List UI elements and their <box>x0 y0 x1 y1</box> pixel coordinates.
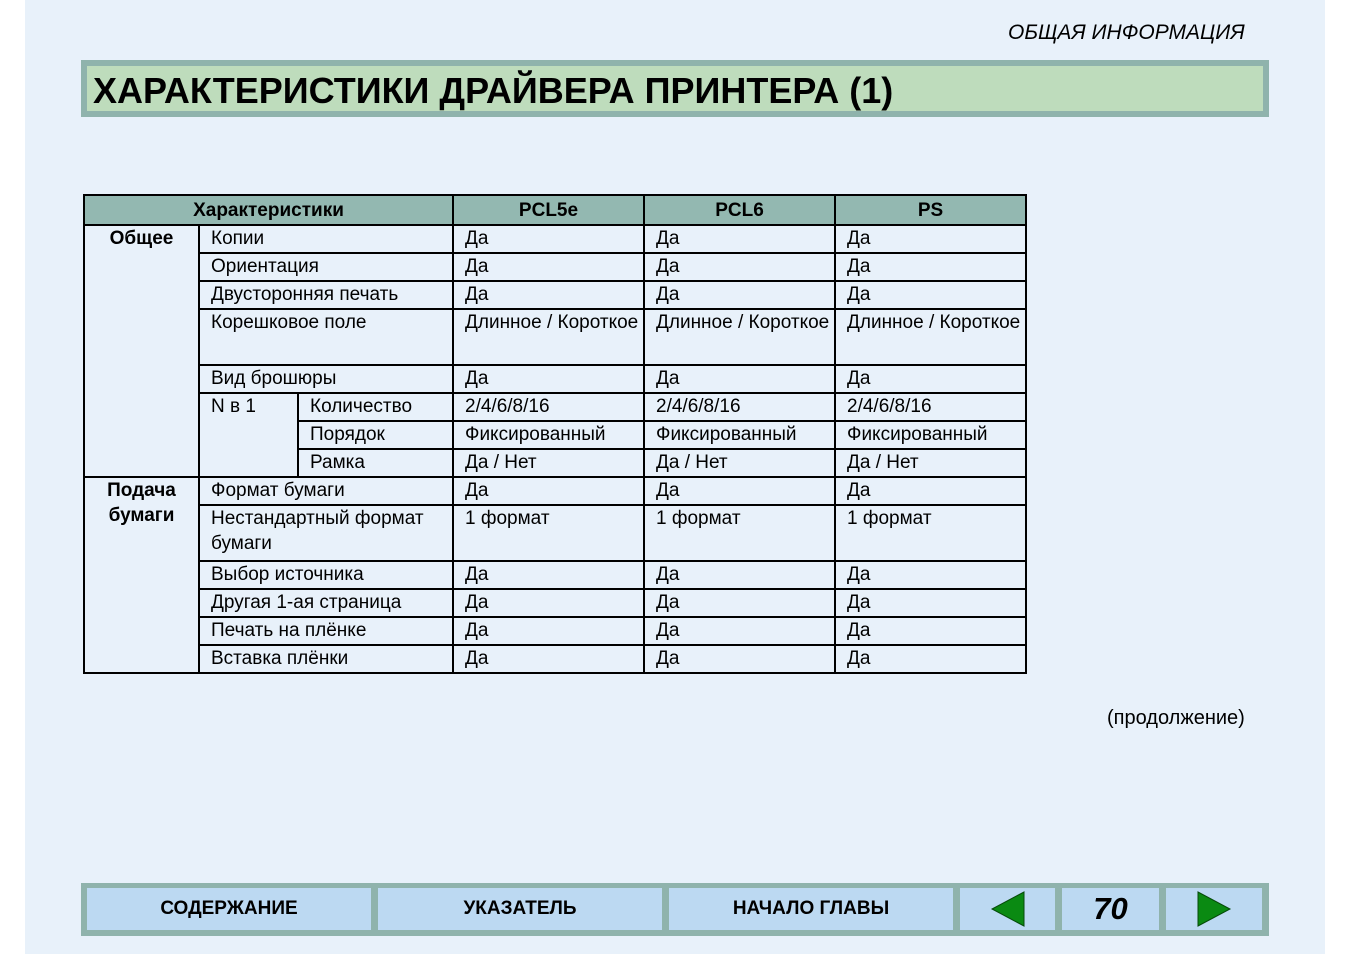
cell-ps: Да / Нет <box>835 449 1026 477</box>
table-row <box>84 365 1026 393</box>
row-label-nup: N в 1 <box>199 393 298 477</box>
cell-ps: Да <box>835 589 1026 617</box>
row-label: Вид брошюры <box>199 365 453 393</box>
row-label: Выбор источника <box>199 561 453 589</box>
cell-pcl5e: Да <box>453 589 644 617</box>
cell-pcl5e: Да <box>453 365 644 393</box>
header-features: Характеристики <box>84 195 453 225</box>
prev-page-button[interactable] <box>960 888 1055 930</box>
row-label: Копии <box>199 225 453 253</box>
table-row <box>84 477 1026 505</box>
cell-pcl5e: Длинное / Короткое <box>453 309 644 365</box>
table-header-row <box>84 195 1026 225</box>
cell-pcl5e: Да <box>453 477 644 505</box>
cell-ps: Да <box>835 477 1026 505</box>
cell-ps: Да <box>835 225 1026 253</box>
cell-pcl6: Да <box>644 225 835 253</box>
cell-ps: Длинное / Короткое <box>835 309 1026 365</box>
row-label: Другая 1-ая страница <box>199 589 453 617</box>
right-arrow-icon <box>1196 890 1232 928</box>
header-ps: PS <box>835 195 1026 225</box>
cell-pcl5e: Фиксированный <box>453 421 644 449</box>
row-label: Формат бумаги <box>199 477 453 505</box>
cell-pcl6: Да <box>644 645 835 673</box>
driver-features-table <box>83 194 1027 674</box>
cell-ps: Да <box>835 645 1026 673</box>
cell-pcl5e: Да <box>453 617 644 645</box>
title-bar <box>81 60 1269 117</box>
cell-pcl6: Да <box>644 253 835 281</box>
cell-pcl6: Фиксированный <box>644 421 835 449</box>
row-label: Нестандартный формат бумаги <box>199 505 453 561</box>
cell-ps: 1 формат <box>835 505 1026 561</box>
cell-pcl6: Длинное / Короткое <box>644 309 835 365</box>
cell-ps: Да <box>835 561 1026 589</box>
cell-pcl5e: Да <box>453 225 644 253</box>
table-row <box>84 393 1026 421</box>
navigation-bar <box>81 883 1269 936</box>
index-label: УКАЗАТЕЛЬ <box>463 898 577 919</box>
group-general: Общее <box>84 225 199 477</box>
row-label: Печать на плёнке <box>199 617 453 645</box>
cell-ps: Да <box>835 253 1026 281</box>
cell-pcl6: Да <box>644 589 835 617</box>
cell-pcl5e: 2/4/6/8/16 <box>453 393 644 421</box>
cell-pcl5e: Да <box>453 253 644 281</box>
cell-pcl6: 1 формат <box>644 505 835 561</box>
contents-button[interactable] <box>87 888 371 930</box>
row-label: Вставка плёнки <box>199 645 453 673</box>
chapter-start-button[interactable] <box>669 888 953 930</box>
next-page-button[interactable] <box>1166 888 1262 930</box>
cell-ps: Да <box>835 281 1026 309</box>
cell-ps: Да <box>835 365 1026 393</box>
cell-pcl6: Да <box>644 281 835 309</box>
cell-pcl5e: Да / Нет <box>453 449 644 477</box>
cell-pcl5e: Да <box>453 281 644 309</box>
table-row <box>84 253 1026 281</box>
row-label: Корешковое поле <box>199 309 453 365</box>
chapter-start-label: НАЧАЛО ГЛАВЫ <box>732 898 890 919</box>
table-row <box>84 589 1026 617</box>
cell-pcl6: Да <box>644 561 835 589</box>
table-row <box>84 561 1026 589</box>
table-row <box>84 309 1026 365</box>
cell-pcl5e: 1 формат <box>453 505 644 561</box>
row-sublabel: Количество <box>298 393 453 421</box>
table-row <box>84 225 1026 253</box>
table-row <box>84 645 1026 673</box>
continued-note: (продолжение) <box>1107 707 1245 729</box>
cell-pcl5e: Да <box>453 561 644 589</box>
header-pcl5e: PCL5e <box>453 195 644 225</box>
header-pcl6: PCL6 <box>644 195 835 225</box>
cell-pcl6: Да / Нет <box>644 449 835 477</box>
group-paper: Подача бумаги <box>84 477 199 673</box>
index-button[interactable] <box>378 888 662 930</box>
contents-label: СОДЕРЖАНИЕ <box>160 898 298 919</box>
page-number: 70 <box>1062 888 1159 930</box>
row-label: Двусторонняя печать <box>199 281 453 309</box>
table-row <box>84 617 1026 645</box>
page-title: ХАРАКТЕРИСТИКИ ДРАЙВЕРА ПРИНТЕРА (1) <box>93 70 894 111</box>
left-arrow-icon <box>990 890 1026 928</box>
row-sublabel: Рамка <box>298 449 453 477</box>
cell-ps: Фиксированный <box>835 421 1026 449</box>
cell-pcl6: 2/4/6/8/16 <box>644 393 835 421</box>
cell-ps: 2/4/6/8/16 <box>835 393 1026 421</box>
cell-pcl5e: Да <box>453 645 644 673</box>
row-sublabel: Порядок <box>298 421 453 449</box>
section-title: ОБЩАЯ ИНФОРМАЦИЯ <box>1008 21 1245 44</box>
cell-pcl6: Да <box>644 477 835 505</box>
cell-pcl6: Да <box>644 617 835 645</box>
cell-ps: Да <box>835 617 1026 645</box>
table-row <box>84 505 1026 561</box>
cell-pcl6: Да <box>644 365 835 393</box>
table-row <box>84 281 1026 309</box>
row-label: Ориентация <box>199 253 453 281</box>
